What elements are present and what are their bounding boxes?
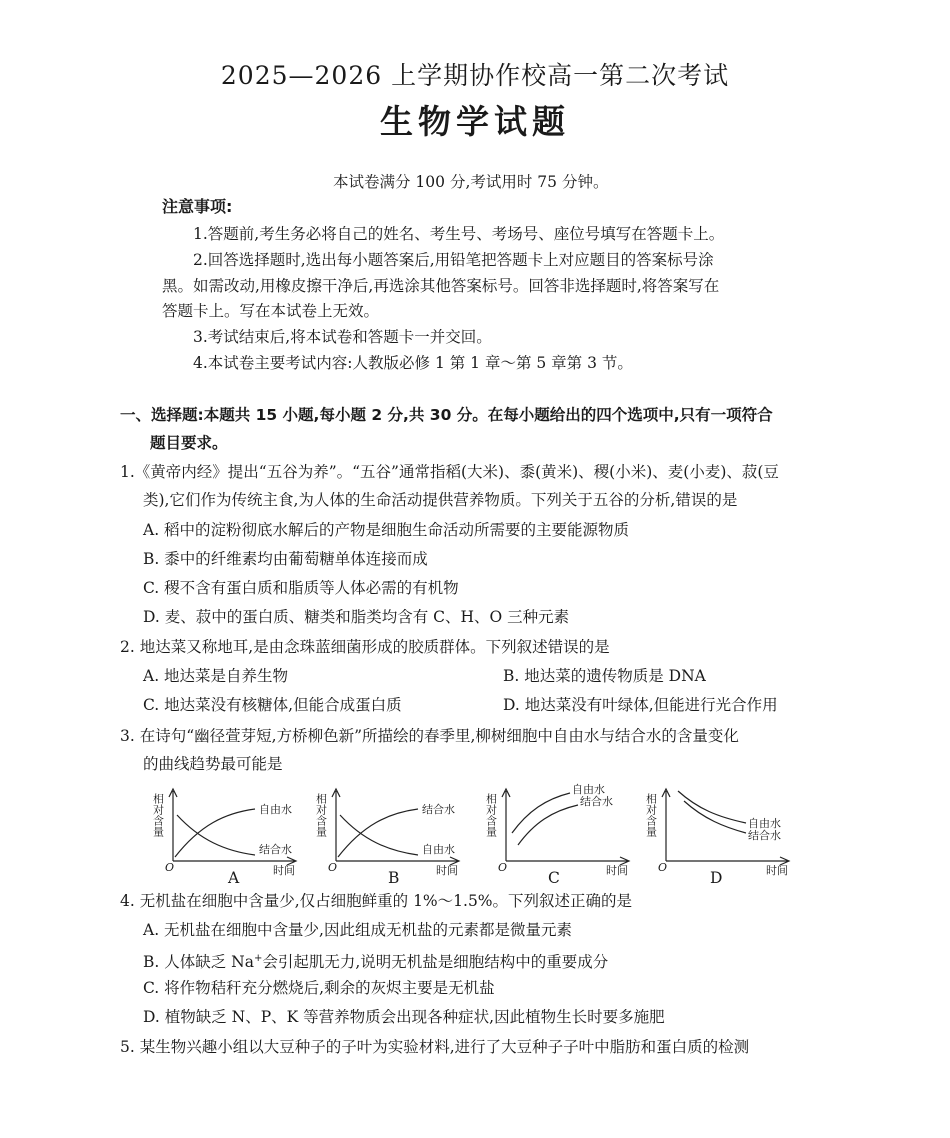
graph-d-label: D bbox=[710, 869, 723, 887]
free-water-curve bbox=[512, 793, 570, 833]
q5-stem: 5. 某生物兴趣小组以大豆种子的子叶为实验材料,进行了大豆种子子叶中脂肪和蛋白质的检测 bbox=[120, 1038, 750, 1056]
bound-water-label: 结合水 bbox=[259, 843, 292, 856]
y-axis bbox=[332, 789, 340, 861]
origin-label: O bbox=[328, 861, 338, 874]
graph-b-label: B bbox=[388, 869, 400, 887]
q2-stem: 2. 地达菜又称地耳,是由念珠蓝细菌形成的胶质群体。下列叙述错误的是 bbox=[120, 638, 610, 656]
section-heading: 一、选择题:本题共 15 小题,每小题 2 分,共 30 分。在每小题给出的四个选项中,只有一项符合 bbox=[120, 406, 773, 424]
notice-item-3: 3.考试结束后,将本试卷和答题卡一并交回。 bbox=[193, 328, 492, 346]
q4-stem: 4. 无机盐在细胞中含量少,仅占细胞鲜重的 1%～1.5%。下列叙述正确的是 bbox=[120, 892, 633, 910]
section-heading-cont: 题目要求。 bbox=[150, 434, 228, 452]
graph-a-label: A bbox=[228, 869, 240, 887]
q4-option-b-post: 会引起肌无力,说明无机盐是细胞结构中的重要成分 bbox=[262, 953, 609, 972]
q1-option-a: A. 稻中的淀粉彻底水解后的产物是细胞生命活动所需要的主要能源物质 bbox=[143, 521, 630, 539]
origin-label: O bbox=[658, 861, 668, 874]
x-axis-label: 时间 bbox=[766, 864, 788, 877]
origin-label: O bbox=[165, 861, 175, 874]
bound-water-label: 结合水 bbox=[748, 829, 781, 842]
q4-option-b bbox=[143, 949, 608, 972]
q4-option-b-pre: B. 人体缺乏 Na bbox=[143, 953, 254, 972]
bound-water-curve bbox=[338, 809, 418, 857]
origin-label: O bbox=[498, 861, 508, 874]
bound-water-curve bbox=[518, 805, 578, 845]
q1-stem-cont: 类),它们作为传统主食,为人体的生命活动提供营养物质。下列关于五谷的分析,错误的是 bbox=[143, 491, 738, 509]
graph-d bbox=[644, 785, 798, 887]
free-water-curve bbox=[678, 791, 746, 823]
y-axis-label: 相对含量 bbox=[644, 793, 658, 837]
q1-option-d: D. 麦、菽中的蛋白质、糖类和脂类均含有 C、H、O 三种元素 bbox=[143, 608, 570, 626]
free-water-label: 自由水 bbox=[259, 803, 292, 816]
graph-a bbox=[151, 785, 305, 887]
q1-option-c: C. 稷不含有蛋白质和脂质等人体必需的有机物 bbox=[143, 579, 459, 597]
q4-option-c: C. 将作物秸秆充分燃烧后,剩余的灰烬主要是无机盐 bbox=[143, 979, 495, 997]
q4-option-a: A. 无机盐在细胞中含量少,因此组成无机盐的元素都是微量元素 bbox=[143, 921, 572, 939]
y-axis bbox=[502, 789, 510, 861]
notice-item-2-cont: 黑。如需改动,用橡皮擦干净后,再选涂其他答案标号。回答非选择题时,将答案写在 bbox=[162, 277, 720, 295]
bound-water-label: 结合水 bbox=[422, 803, 455, 816]
q2-option-c: C. 地达菜没有核糖体,但能合成蛋白质 bbox=[143, 696, 402, 714]
x-axis-label: 时间 bbox=[606, 864, 628, 877]
bound-water-curve bbox=[684, 801, 746, 833]
subject-title: 生物学试题 bbox=[380, 102, 570, 141]
free-water-label: 自由水 bbox=[422, 843, 455, 856]
y-axis-label: 相对含量 bbox=[484, 793, 498, 837]
x-axis-label: 时间 bbox=[273, 864, 295, 877]
graph-b bbox=[314, 785, 468, 887]
graph-c-label: C bbox=[548, 869, 560, 887]
q2-option-a: A. 地达菜是自养生物 bbox=[143, 667, 289, 685]
y-axis-label: 相对含量 bbox=[151, 793, 165, 837]
q3-stem: 3. 在诗句“幽径萱芽短,方桥柳色新”所描绘的春季里,柳树细胞中自由水与结合水的含量变化 bbox=[120, 727, 739, 745]
q2-option-d: D. 地达菜没有叶绿体,但能进行光合作用 bbox=[503, 696, 778, 714]
notice-heading: 注意事项: bbox=[162, 197, 233, 216]
bound-water-label: 结合水 bbox=[580, 795, 613, 808]
q1-stem: 1.《黄帝内经》提出“五谷为养”。“五谷”通常指稻(大米)、黍(黄米)、稷(小米)、麦(小麦)、菽(豆 bbox=[120, 463, 779, 481]
q2-option-b: B. 地达菜的遗传物质是 DNA bbox=[503, 667, 706, 685]
y-axis bbox=[662, 789, 670, 861]
q3-stem-cont: 的曲线趋势最可能是 bbox=[143, 755, 283, 773]
q4-option-d: D. 植物缺乏 N、P、K 等营养物质会出现各种症状,因此植物生长时要多施肥 bbox=[143, 1008, 665, 1026]
free-water-curve bbox=[175, 809, 255, 857]
graph-c bbox=[484, 783, 638, 887]
notice-item-2-cont2: 答题卡上。写在本试卷上无效。 bbox=[162, 302, 380, 320]
score-time-note: 本试卷满分 100 分,考试用时 75 分钟。 bbox=[333, 173, 609, 191]
free-water-label: 自由水 bbox=[572, 783, 605, 796]
notice-item-1: 1.答题前,考生务必将自己的姓名、考生号、考场号、座位号填写在答题卡上。 bbox=[193, 225, 725, 243]
notice-item-2: 2.回答选择题时,选出每小题答案后,用铅笔把答题卡上对应题目的答案标号涂 bbox=[193, 251, 714, 269]
q1-option-b: B. 黍中的纤维素均由葡萄糖单体连接而成 bbox=[143, 550, 428, 568]
notice-item-4: 4.本试卷主要考试内容:人教版必修 1 第 1 章～第 5 章第 3 节。 bbox=[193, 354, 633, 372]
y-axis-label: 相对含量 bbox=[314, 793, 328, 837]
y-axis bbox=[169, 789, 177, 861]
q4-option-b-sup: + bbox=[253, 953, 263, 964]
exam-title: 2025—2026 上学期协作校高一第二次考试 bbox=[220, 61, 730, 90]
x-axis-label: 时间 bbox=[436, 864, 458, 877]
free-water-label: 自由水 bbox=[748, 817, 781, 830]
